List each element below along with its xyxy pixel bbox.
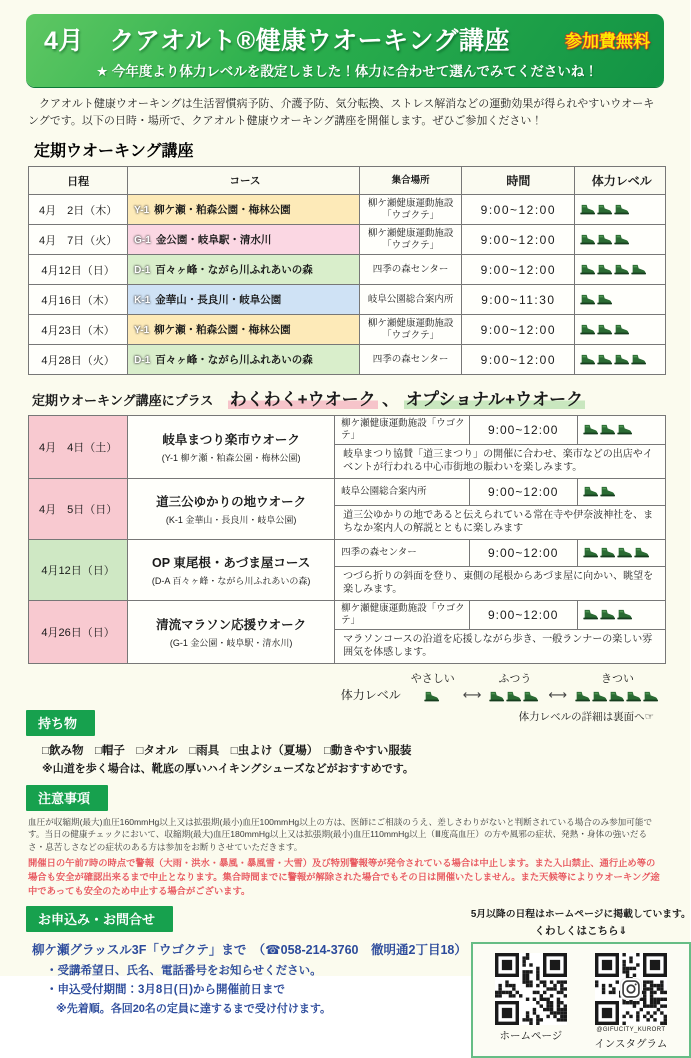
table-row xyxy=(29,285,666,315)
walk-title: 道三公ゆかりの地ウオーク xyxy=(156,494,307,509)
boot-icon xyxy=(489,691,504,702)
time-cell: 9:00~12:00 xyxy=(462,315,575,345)
course-name: 金公園・岐阜駅・清水川 xyxy=(155,234,272,247)
meeting-place-cell: 岐阜公園総合案内所 xyxy=(359,285,461,315)
belongings-items: □飲み物 □帽子 □タオル □雨具 □虫よけ（夏場） □動きやすい服装 xyxy=(42,744,412,757)
time-cell: 9:00~12:00 xyxy=(462,225,575,255)
meeting-place-cell: 岐阜公園総合案内所 xyxy=(335,478,470,505)
boot-icon xyxy=(643,691,658,702)
boot-icon xyxy=(424,691,439,702)
regular-schedule-table xyxy=(28,166,666,375)
date-cell: 4月 7日（火） xyxy=(29,225,128,255)
time-cell: 9:00~12:00 xyxy=(469,478,577,505)
table-row xyxy=(29,315,666,345)
column-header-date: 日程 xyxy=(29,167,128,195)
instagram-qr-label: インスタグラム xyxy=(594,1038,668,1051)
time-cell: 9:00~12:00 xyxy=(469,416,577,445)
boot-icon xyxy=(631,264,646,275)
date-cell: 4月12日（日） xyxy=(29,255,128,285)
course-cell xyxy=(128,416,335,479)
walk-subtitle: (G-1 金公園・岐阜駅・清水川) xyxy=(169,637,293,648)
legend-arrow-right: ⟷ xyxy=(548,686,567,702)
plus-title-optional: オプショナル+ウオーク xyxy=(405,390,584,410)
legend-note: 体力レベルの詳細は裏面へ☞ xyxy=(518,710,654,723)
boot-icon xyxy=(626,691,641,702)
legend-normal: ふつう xyxy=(489,670,540,706)
intro-text: クアオルト健康ウオーキングは生活習慣病予防、介護予防、気分転換、ストレス解消などの運動効果が得られやすいウオーキングです。以下の日時・場所で、クアオルト健康ウオーキング講座を開催します。ぜひご参加ください！ xyxy=(28,98,655,128)
time-cell: 9:00~12:00 xyxy=(462,195,575,225)
boot-icons-easy xyxy=(424,688,441,706)
date-cell: 4月26日（日） xyxy=(29,600,128,663)
qr-code-box xyxy=(471,942,691,1058)
boot-icon xyxy=(506,691,521,702)
meeting-place-cell: 四季の森センター xyxy=(359,345,461,375)
cautions-chip: 注意事項 xyxy=(26,785,108,811)
column-header-time: 時間 xyxy=(462,167,575,195)
contact-bullet-2: ・申込受付期間：3月8日(日)から開催前日まで xyxy=(46,984,285,997)
date-cell: 4月 4日（土） xyxy=(29,416,128,479)
homepage-qr-item xyxy=(488,953,574,1051)
fitness-legend xyxy=(341,670,660,706)
meeting-place-cell: 柳ケ瀬健康運動施設「ウゴクテ」 xyxy=(335,416,470,445)
boot-icon xyxy=(614,354,629,365)
course-cell xyxy=(128,478,335,539)
column-header-level: 体力レベル xyxy=(575,167,666,195)
time-cell: 9:00~11:30 xyxy=(462,285,575,315)
fitness-level-cell xyxy=(577,539,665,566)
meeting-place-cell: 柳ケ瀬健康運動施設「ウゴクテ」 xyxy=(359,225,461,255)
meeting-place-cell: 柳ケ瀬健康運動施設「ウゴクテ」 xyxy=(359,315,461,345)
boot-icon xyxy=(631,354,646,365)
contact-section xyxy=(26,906,467,1058)
table-row xyxy=(29,195,666,225)
table-row xyxy=(29,225,666,255)
boot-icon xyxy=(580,264,595,275)
boot-icon xyxy=(575,691,590,702)
course-name: 柳ケ瀬・粕森公園・梅林公園 xyxy=(154,324,291,337)
course-code: G-1 xyxy=(134,235,151,247)
boot-icon xyxy=(597,234,612,245)
instagram-handle: @GIFUCITY_KURORT xyxy=(596,1027,666,1034)
boot-icon xyxy=(597,324,612,335)
plus-schedule-table xyxy=(28,415,666,664)
belongings-chip: 持ち物 xyxy=(26,710,95,736)
course-cell xyxy=(128,315,360,345)
boot-icon xyxy=(580,354,595,365)
plus-title-wakuwaku: わくわく+ウオーク xyxy=(229,390,376,410)
boot-icon xyxy=(617,424,632,435)
belongings-note: ※山道を歩く場合は、靴底の厚いハイキングシューズなどがおすすめです。 xyxy=(42,762,414,775)
course-cell xyxy=(128,225,360,255)
contact-chip: お申込み・お問合せ xyxy=(26,906,173,932)
boot-icon xyxy=(580,324,595,335)
boot-icon xyxy=(614,234,629,245)
boot-icon xyxy=(617,609,632,620)
plus-title-prefix: 定期ウオーキング講座にプラス xyxy=(32,393,214,409)
instagram-icon xyxy=(621,979,641,999)
fitness-level-cell xyxy=(577,478,665,505)
course-cell xyxy=(128,539,335,600)
table-row xyxy=(29,345,666,375)
contact-bullet-1: ・受講希望日、氏名、電話番号をお知らせください。 xyxy=(46,965,322,978)
cautions-section xyxy=(26,785,664,899)
course-cell xyxy=(128,285,360,315)
boot-icon xyxy=(580,234,595,245)
qr-code-icon xyxy=(495,953,567,1025)
boot-icon xyxy=(592,691,607,702)
table-row xyxy=(29,416,666,445)
meeting-place-cell: 柳ケ瀬健康運動施設「ウゴクテ」 xyxy=(359,195,461,225)
course-cell xyxy=(128,345,360,375)
boot-icon xyxy=(600,547,615,558)
boot-icons-hard xyxy=(575,688,660,706)
boot-icon xyxy=(523,691,538,702)
cautions-warning-text: 開催日の午前7時の時点で警報（大雨・洪水・暴風・暴風雪・大雪）及び特別警報等が発令されている場合は中止します。また入山禁止、通行止め等の場合も安全が確認出来るまで中止となります。集合時間までに警報が解除された場合でもその日は開催いたしません。また天候等によりウオーキング途中であっても安全のため中止する場合がございます。 xyxy=(28,858,660,897)
meeting-place-cell: 柳ケ瀬健康運動施設「ウゴクテ」 xyxy=(335,600,470,629)
course-code: K-1 xyxy=(134,295,151,307)
boot-icon xyxy=(634,547,649,558)
table-row xyxy=(29,478,666,505)
table-row xyxy=(29,255,666,285)
column-header-course: コース xyxy=(128,167,360,195)
time-cell: 9:00~12:00 xyxy=(469,539,577,566)
regular-section-title: 定期ウオーキング講座 xyxy=(34,143,194,161)
homepage-qr-code xyxy=(495,953,567,1025)
course-name: 金華山・長良川・岐阜公園 xyxy=(155,294,282,307)
meeting-place-cell: 四季の森センター xyxy=(335,539,470,566)
time-cell: 9:00~12:00 xyxy=(462,345,575,375)
boot-icon xyxy=(583,424,598,435)
fitness-level-cell xyxy=(575,315,666,345)
walk-subtitle: (Y-1 柳ケ瀬・粕森公園・梅林公園) xyxy=(161,452,301,463)
header-banner xyxy=(26,14,664,87)
boot-icon xyxy=(614,204,629,215)
legend-easy: やさしい xyxy=(411,670,455,706)
course-cell xyxy=(128,255,360,285)
table-row xyxy=(29,600,666,629)
date-cell: 4月16日（木） xyxy=(29,285,128,315)
course-code: Y-1 xyxy=(134,325,150,337)
column-header-place: 集合場所 xyxy=(359,167,461,195)
boot-icon xyxy=(583,547,598,558)
walk-title: 岐阜まつり楽市ウオーク xyxy=(162,432,300,447)
boot-icon xyxy=(600,609,615,620)
boot-icon xyxy=(600,424,615,435)
boot-icon xyxy=(600,486,615,497)
fitness-level-cell xyxy=(575,225,666,255)
walk-description: つづら折りの斜面を登り、東側の尾根からあづま屋に向かい、眺望を楽しみます。 xyxy=(335,566,666,600)
instagram-qr-item xyxy=(588,953,674,1051)
course-cell xyxy=(128,195,360,225)
instagram-qr-code xyxy=(595,953,667,1025)
homepage-note-line1: 5月以降の日程はホームページに掲載しています。 xyxy=(470,909,691,921)
page-title: 4月 クアオルト®健康ウオーキング講座 xyxy=(44,27,510,55)
fitness-level-cell xyxy=(575,345,666,375)
homepage-qr-label: ホームページ xyxy=(499,1030,563,1043)
table-header-row xyxy=(29,167,666,195)
fitness-level-cell xyxy=(575,195,666,225)
boot-icon xyxy=(597,204,612,215)
boot-icon xyxy=(614,264,629,275)
course-code: D-1 xyxy=(134,355,151,367)
time-cell: 9:00~12:00 xyxy=(469,600,577,629)
fitness-level-cell xyxy=(577,416,665,445)
boot-icon xyxy=(583,486,598,497)
walk-title: 清流マラソン応援ウオーク xyxy=(156,617,307,632)
course-name: 百々ヶ峰・ながら川ふれあいの森 xyxy=(155,264,313,277)
walk-subtitle: (D-A 百々ヶ峰・ながら川ふれあいの森) xyxy=(151,575,311,586)
date-cell: 4月 2日（木） xyxy=(29,195,128,225)
plus-title-separator: 、 xyxy=(382,390,400,410)
date-cell: 4月12日（日） xyxy=(29,539,128,600)
contact-note: ※先着順。各回20名の定員に達するまで受け付けます。 xyxy=(56,1003,332,1016)
header-top-row xyxy=(44,21,650,57)
homepage-note-line2: くわしくはこちら⇓ xyxy=(534,925,628,938)
boot-icon xyxy=(580,204,595,215)
bottom-area xyxy=(26,906,691,1058)
walk-description: マラソンコースの沿道を応援しながら歩き、一般ランナーの楽しい雰囲気を体感します。 xyxy=(335,629,666,663)
course-cell xyxy=(128,600,335,663)
legend-label: 体力レベル xyxy=(340,687,401,702)
boot-icons-normal xyxy=(489,688,540,706)
boot-icon xyxy=(583,609,598,620)
boot-icon xyxy=(617,547,632,558)
time-cell: 9:00~12:00 xyxy=(462,255,575,285)
date-cell: 4月28日（火） xyxy=(29,345,128,375)
walk-title: OP 東尾根・あづま屋コース xyxy=(152,555,311,570)
boot-icon xyxy=(597,354,612,365)
boot-icon xyxy=(597,264,612,275)
header-subtitle: ★ 今年度より体力レベルを設定しました！体力に合わせて選んでみてくださいね！ xyxy=(96,64,598,79)
boot-icon xyxy=(614,324,629,335)
fee-badge: 参加費無料 xyxy=(565,31,650,51)
course-code: Y-1 xyxy=(134,205,150,217)
course-name: 百々ヶ峰・ながら川ふれあいの森 xyxy=(155,354,313,367)
fitness-level-cell xyxy=(575,255,666,285)
fitness-level-cell xyxy=(575,285,666,315)
plus-section-title xyxy=(32,385,664,410)
legend-hard: きつい xyxy=(575,670,660,706)
legend-arrow-left: ⟷ xyxy=(462,686,482,702)
date-cell: 4月23日（木） xyxy=(29,315,128,345)
date-cell: 4月 5日（日） xyxy=(29,478,128,539)
boot-icon xyxy=(609,691,624,702)
walk-subtitle: (K-1 金華山・長良川・岐阜公園) xyxy=(165,514,297,525)
meeting-place-cell: 四季の森センター xyxy=(359,255,461,285)
course-name: 柳ケ瀬・粕森公園・梅林公園 xyxy=(154,204,291,217)
cautions-text: 血圧が収縮期(最大)血圧160mmHg以上又は拡張期(最小)血圧100mmHg以上の方は、医師にご相談のうえ、差しさわりがないと判断されている場合のみ参加可能です。当日の健康チェックにおいて、収縮期(最大)血圧180mmHg以上又は拡張期(最小)血圧110mmHg以上（Ⅲ度高血圧）の方や風邪の症状、発熱・身体の強いだるさ・息苦しさなどの症状のある方は参加をお断りさせていただきます。 xyxy=(28,816,653,853)
walk-description: 岐阜まつり協賛「道三まつり」の開催に合わせ、楽市などの出店やイベントが行われる中心市街地の賑わいを楽しみます。 xyxy=(335,444,666,478)
boot-icon xyxy=(597,294,612,305)
course-code: D-1 xyxy=(134,265,151,277)
homepage-qr-area xyxy=(471,906,691,1058)
contact-address-phone: 柳ケ瀬グラッスル3F「ウゴクテ」まで （☎058-214-3760 徹明通2丁目18） xyxy=(32,943,467,958)
walk-description: 道三公ゆかりの地であると伝えられている常在寺や伊奈波神社を、まちなか案内人の解説とともに楽しみます xyxy=(335,505,666,539)
table-row xyxy=(29,539,666,566)
boot-icon xyxy=(580,294,595,305)
fitness-level-cell xyxy=(577,600,665,629)
